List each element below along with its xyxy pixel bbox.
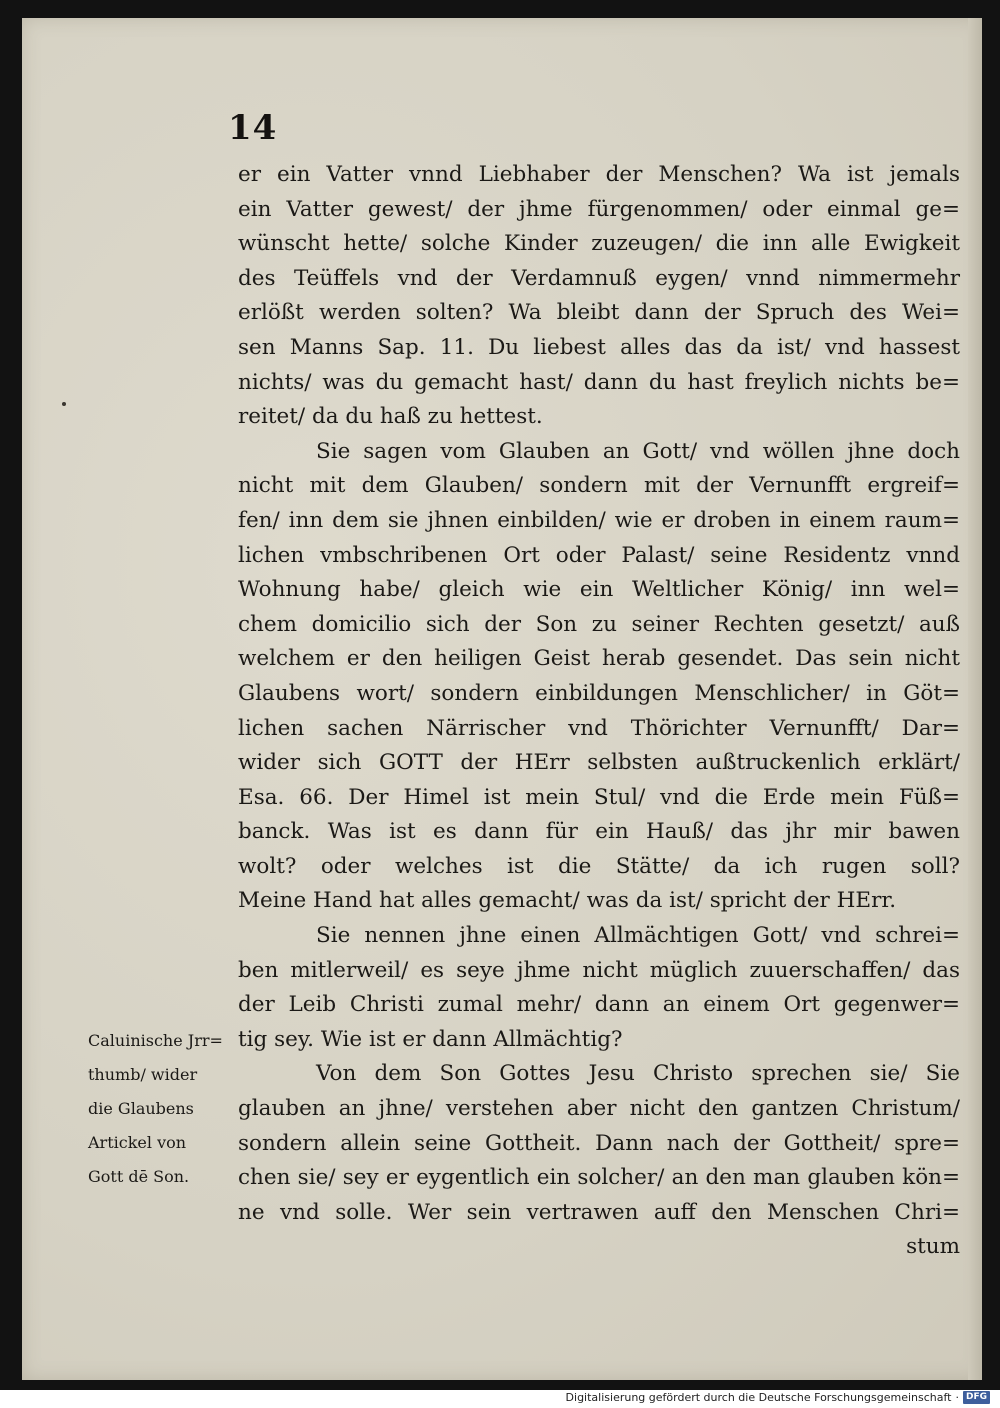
text-line: chem domicilio sich der Son zu seiner Rechten gesetzt/ auß	[238, 611, 960, 637]
text-line: sondern allein seine Gottheit. Dann nach der Gottheit/ spre=	[238, 1130, 960, 1156]
text-line: ein Vatter gewest/ der jhme fürgenommen/ oder einmal ge=	[238, 196, 960, 222]
funding-credit: Digitalisierung gefördert durch die Deutsche Forschungsgemeinschaft	[565, 1391, 952, 1404]
text-line: er ein Vatter vnnd Liebhaber der Menschen? Wa ist jemals	[238, 162, 960, 187]
separator-dot: ·	[955, 1391, 959, 1404]
marginal-note-line: thumb/ wider	[88, 1065, 198, 1084]
paragraph-start-line: Von dem Son Gottes Jesu Christo sprechen sie/ Sie	[316, 1061, 960, 1087]
text-line: chen sie/ sey er eygentlich ein solcher/ an den man glauben kön=	[238, 1165, 960, 1191]
text-line: nicht mit dem Glauben/ sondern mit der Vernunfft ergreif=	[238, 473, 960, 499]
paragraph-start-line: Sie nennen jhne einen Allmächtigen Gott/ vnd schrei=	[316, 923, 960, 949]
text-line: erlößt werden solten? Wa bleibt dann der Spruch des Wei=	[238, 300, 960, 326]
marginal-note	[88, 1024, 266, 1194]
text-line: tig sey. Wie ist er dann Allmächtig?	[238, 1026, 623, 1052]
text-line: reitet/ da du haß zu hettest.	[238, 404, 543, 430]
digitization-footer	[566, 1391, 990, 1404]
text-line: glauben an jhne/ verstehen aber nicht den gantzen Christum/	[238, 1096, 960, 1122]
text-line: welchem er den heiligen Geist herab gesendet. Das sein nicht	[238, 646, 960, 672]
text-line: wider sich GOTT der HErr selbsten außtruckenlich erklärt/	[238, 750, 960, 776]
text-line: wolt? oder welches ist die Stätte/ da ich rugen soll?	[238, 853, 960, 879]
text-line: Wohnung habe/ gleich wie ein Weltlicher König/ inn wel=	[238, 577, 960, 603]
marginal-note-line: Caluinische Jrr=	[88, 1031, 223, 1050]
text-line: der Leib Christi zumal mehr/ dann an einem Ort gegenwer=	[238, 992, 960, 1018]
text-line: nichts/ was du gemacht hast/ dann du hast freylich nichts be=	[238, 369, 960, 395]
page-number: 14	[228, 108, 278, 148]
page-edge	[968, 18, 982, 1380]
text-line: lichen sachen Närrischer vnd Thörichter Vernunfft/ Dar=	[238, 715, 960, 741]
text-line: ne vnd solle. Wer sein vertrawen auff den Menschen Chri=	[238, 1199, 960, 1225]
text-line: lichen vmbschribenen Ort oder Palast/ seine Residentz vnnd	[238, 542, 960, 568]
marginal-note-line: Gott dē Son.	[88, 1167, 190, 1186]
marginal-note-line: Artickel von	[88, 1133, 187, 1152]
text-line: wünscht hette/ solche Kinder zuzeugen/ die inn alle Ewigkeit	[238, 231, 960, 257]
marginal-note-line: die Glaubens	[88, 1099, 194, 1118]
text-line: Meine Hand hat alles gemacht/ was da ist/ spricht der HErr.	[238, 888, 897, 914]
paragraph-start-line: Sie sagen vom Glauben an Gott/ vnd wöllen jhne doch	[316, 438, 960, 464]
text-line: des Teüffels vnd der Verdamnuß eygen/ vnnd nimmermehr	[238, 265, 960, 291]
body-text	[238, 158, 960, 1265]
dfg-logo: DFG	[963, 1391, 990, 1404]
catchword: stum	[906, 1234, 960, 1260]
text-line: fen/ inn dem sie jhnen einbilden/ wie er droben in einem raum=	[238, 507, 960, 533]
text-line: Glaubens wort/ sondern einbildungen Menschlicher/ in Göt=	[238, 680, 960, 706]
ink-speck	[62, 402, 66, 406]
text-line: ben mitlerweil/ es seye jhme nicht müglich zuuerschaffen/ das	[238, 957, 960, 983]
text-line: sen Manns Sap. 11. Du liebest alles das da ist/ vnd hassest	[238, 334, 960, 360]
text-line: banck. Was ist es dann für ein Hauß/ das jhr mir bawen	[238, 819, 960, 845]
text-line: Esa. 66. Der Himel ist mein Stul/ vnd die Erde mein Füß=	[238, 784, 960, 810]
